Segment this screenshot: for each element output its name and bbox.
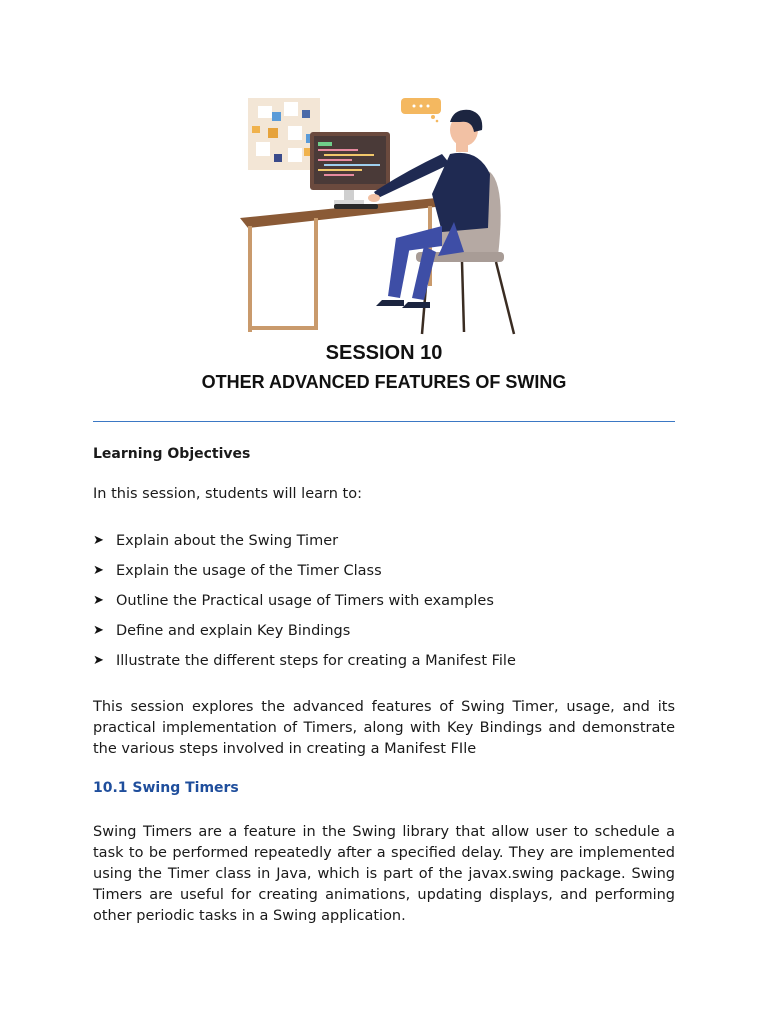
list-item xyxy=(93,531,516,561)
section-body-paragraph: Swing Timers are a feature in the Swing library that allow user to schedule a task to be performed repeatedly after a specified delay. They are implemented using the Timer class in Java, which is part of the javax.swing package. Swing Timers are useful for creating animations, updating displays, and performing other periodic tasks in a Swing application. xyxy=(93,824,675,924)
objectives-list xyxy=(93,531,516,681)
list-item xyxy=(93,561,516,591)
session-number-title: SESSION 10 xyxy=(325,342,443,364)
arrow-bullet-icon: ➤ xyxy=(93,593,104,608)
list-item-text: Illustrate the different steps for creating a Manifest File xyxy=(116,653,516,669)
list-item xyxy=(93,591,516,621)
session-subtitle: OTHER ADVANCED FEATURES OF SWING xyxy=(201,372,567,392)
desk xyxy=(240,198,444,332)
list-item-text: Explain about the Swing Timer xyxy=(116,533,339,549)
thought-bubble xyxy=(401,98,441,122)
sticky-board xyxy=(248,98,320,170)
list-item-text: Outline the Practical usage of Timers with examples xyxy=(116,593,494,609)
learning-objectives-heading: Learning Objectives xyxy=(93,446,251,462)
list-item xyxy=(93,651,516,681)
developer-illustration xyxy=(228,86,558,336)
list-item-text: Explain the usage of the Timer Class xyxy=(116,563,382,579)
arrow-bullet-icon: ➤ xyxy=(93,653,104,668)
session-summary-paragraph: This session explores the advanced features of Swing Timer, usage, and its practical implementation of Timers, along with Key Bindings and demonstrate the various steps involved in creating a Manifest FIle xyxy=(93,699,675,757)
objectives-intro: In this session, students will learn to: xyxy=(93,486,362,502)
section-heading: 10.1 Swing Timers xyxy=(93,780,239,796)
arrow-bullet-icon: ➤ xyxy=(93,563,104,578)
arrow-bullet-icon: ➤ xyxy=(93,533,104,548)
list-item-text: Define and explain Key Bindings xyxy=(116,623,351,639)
title-divider xyxy=(93,421,675,422)
arrow-bullet-icon: ➤ xyxy=(93,623,104,638)
list-item xyxy=(93,621,516,651)
